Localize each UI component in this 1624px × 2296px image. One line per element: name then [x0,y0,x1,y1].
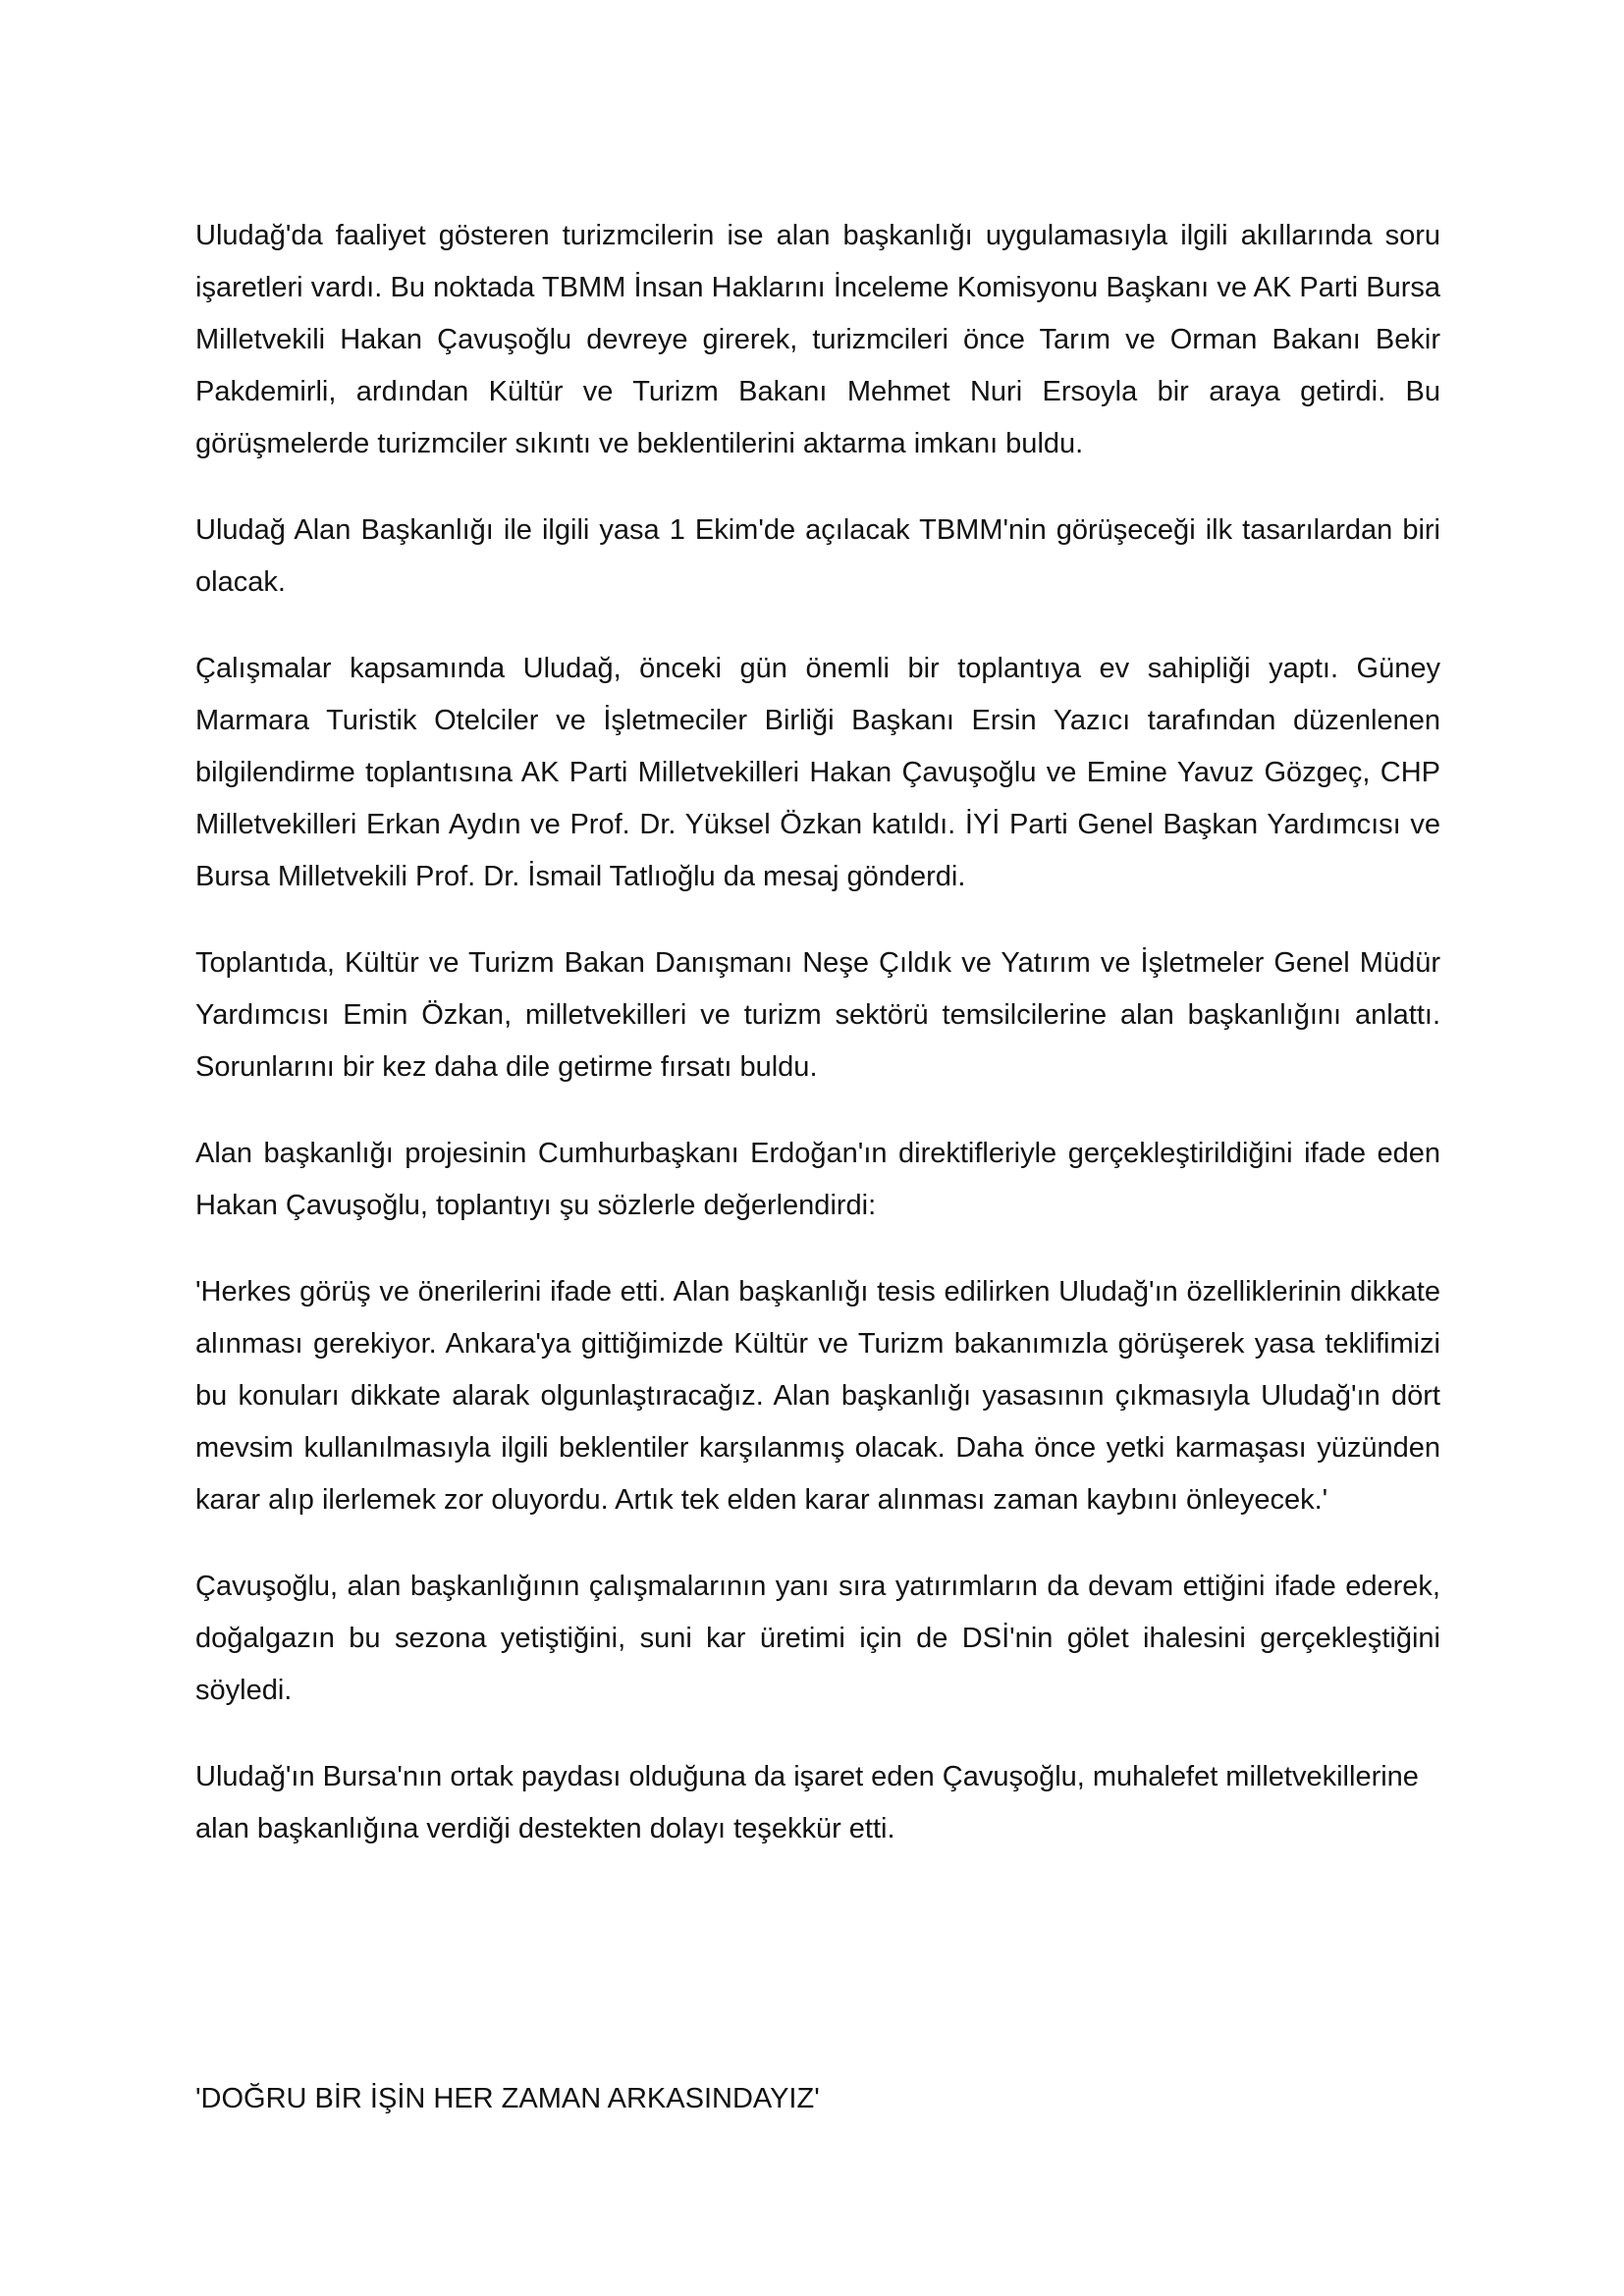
article-body [195,210,1440,1855]
paragraph-3: Çalışmalar kapsamında Uludağ, önceki gün önemli bir toplantıya ev sahipliği yaptı. Güney Marmara Turistik Otelciler ve İşletmeciler Birliği Başkanı Ersin Yazıcı tarafından düzenlenen bilgilendirme toplantısına AK Parti Milletvekilleri Hakan Çavuşoğlu ve Emine Yavuz Gözgeç, CHP Milletvekilleri Erkan Aydın ve Prof. Dr. Yüksel Özkan katıldı. İYİ Parti Genel Başkan Yardımcısı ve Bursa Milletvekili Prof. Dr. İsmail Tatlıoğlu da mesaj gönderdi. [195,653,1440,892]
paragraph-8: Uludağ'ın Bursa'nın ortak paydası olduğuna da işaret eden Çavuşoğlu, muhalefet milletvekillerine alan başkanlığına verdiği destekten dolayı teşekkür etti. [195,1761,1419,1844]
paragraph-7: Çavuşoğlu, alan başkanlığının çalışmalarının yanı sıra yatırımların da devam ettiğini ifade ederek, doğalgazın bu sezona yetiştiğini, suni kar üretimi için de DSİ'nin gölet ihalesini gerçekleştiğini söyledi. [195,1571,1440,1706]
paragraph-5: Alan başkanlığı projesinin Cumhurbaşkanı Erdoğan'ın direktifleriyle gerçekleştirildiğini ifade eden Hakan Çavuşoğlu, toplantıyı şu sözlerle değerlendirdi: [195,1138,1440,1221]
paragraph-1: Uludağ'da faaliyet gösteren turizmcilerin ise alan başkanlığı uygulamasıyla ilgili akıllarında soru işaretleri vardı. Bu noktada TBMM İnsan Haklarını İnceleme Komisyonu Başkanı ve AK Parti Bursa Milletvekili Hakan Çavuşoğlu devreye girerek, turizmcileri önce Tarım ve Orman Bakanı Bekir Pakdemirli, ardından Kültür ve Turizm Bakanı Mehmet Nuri Ersoyla bir araya getirdi. Bu görüşmelerde turizmciler sıkıntı ve beklentilerini aktarma imkanı buldu. [195,220,1440,459]
paragraph-2: Uludağ Alan Başkanlığı ile ilgili yasa 1 Ekim'de açılacak TBMM'nin görüşeceği ilk tasarılardan biri olacak. [195,514,1440,598]
paragraph-6-quote: 'Herkes görüş ve önerilerini ifade etti. Alan başkanlığı tesis edilirken Uludağ'ın özelliklerinin dikkate alınması gerekiyor. Ankara'ya gittiğimizde Kültür ve Turizm bakanımızla görüşerek yasa teklifimizi bu konuları dikkate alarak olgunlaştıracağız. Alan başkanlığı yasasının çıkmasıyla Uludağ'ın dört mevsim kullanılmasıyla ilgili beklentiler karşılanmış olacak. Daha önce yetki karmaşası yüzünden karar alıp ilerlemek zor oluyordu. Artık tek elden karar alınması zaman kaybını önleyecek.' [195,1276,1440,1516]
paragraph-4: Toplantıda, Kültür ve Turizm Bakan Danışmanı Neşe Çıldık ve Yatırım ve İşletmeler Genel Müdür Yardımcısı Emin Özkan, milletvekilleri ve turizm sektörü temsilcilerine alan başkanlığını anlattı. Sorunlarını bir kez daha dile getirme fırsatı buldu. [195,947,1440,1083]
section-subheading: 'DOĞRU BİR İŞİN HER ZAMAN ARKASINDAYIZ' [195,2083,820,2114]
